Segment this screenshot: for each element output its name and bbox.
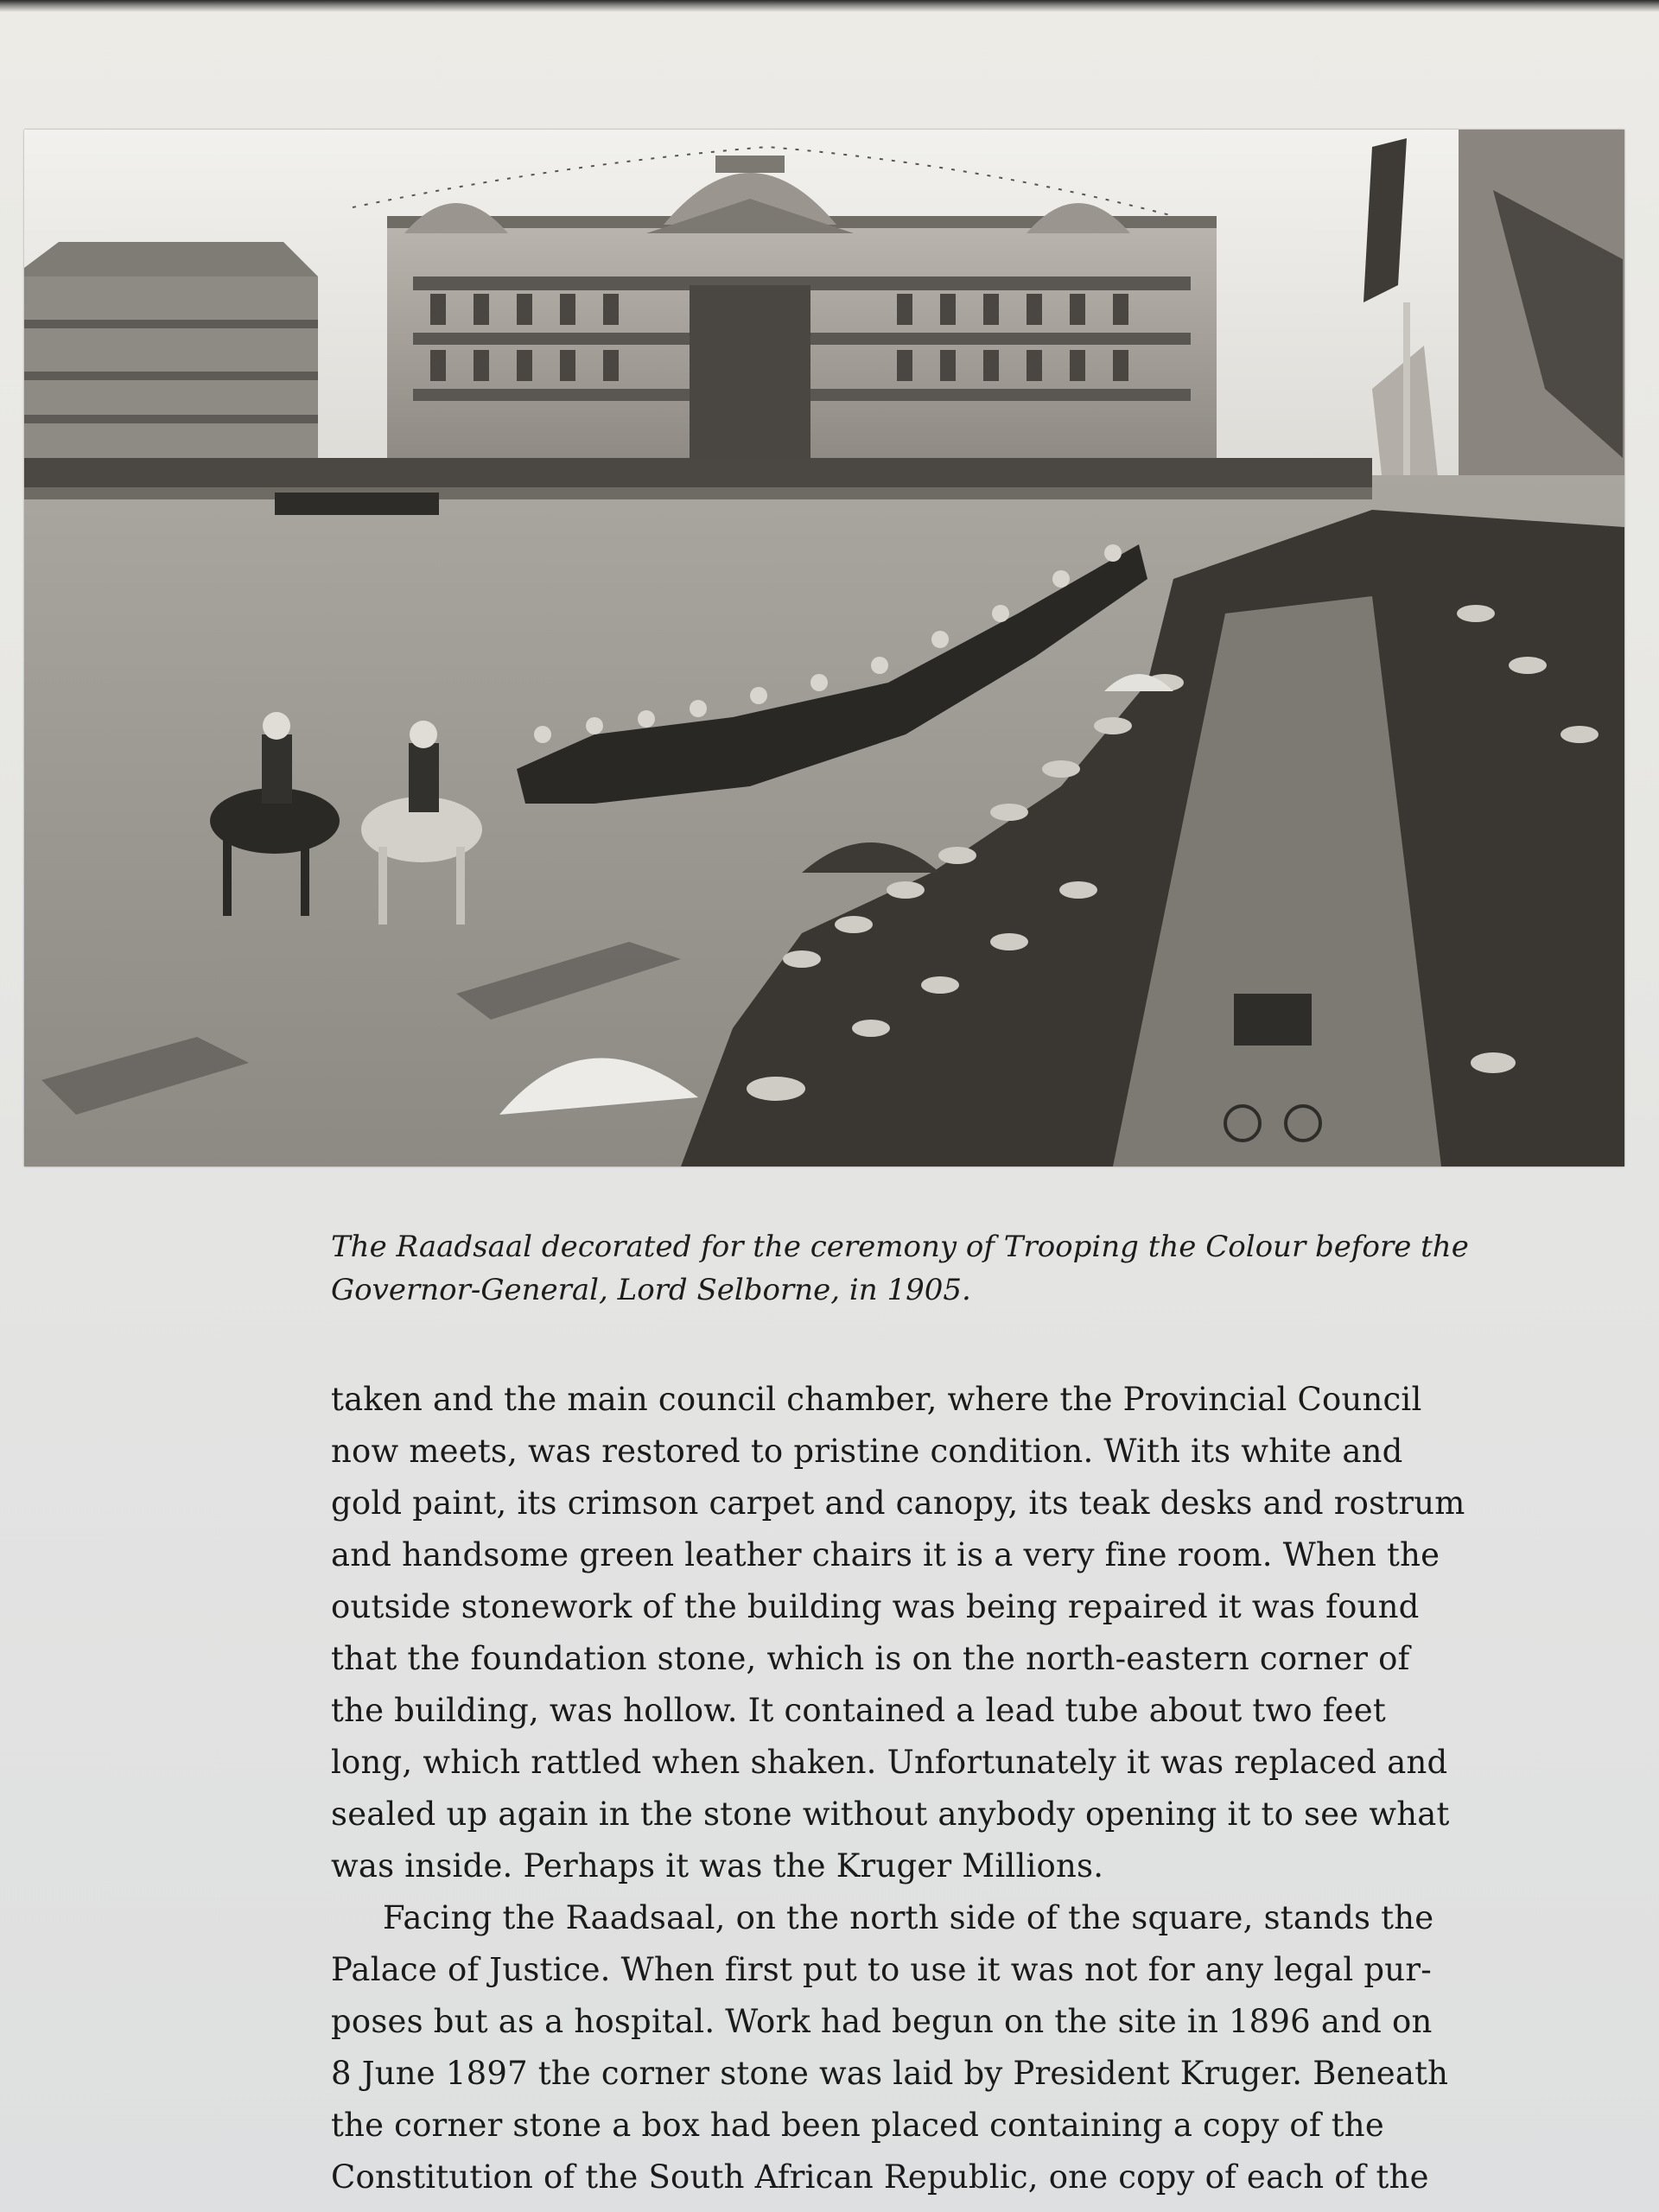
body-line: sealed up again in the stone without anybody opening it to see what xyxy=(331,1796,1450,1833)
body-paragraphs xyxy=(331,1374,1541,2203)
body-line: poses but as a hospital. Work had begun on the site in 1896 and on xyxy=(331,2003,1433,2040)
body-line: and handsome green leather chairs it is a very fine room. When the xyxy=(331,1536,1440,1573)
body-line: Palace of Justice. When first put to use it was not for any legal pur- xyxy=(331,1951,1432,1988)
body-line: gold paint, its crimson carpet and canopy, its teak desks and rostrum xyxy=(331,1484,1465,1522)
body-line: now meets, was restored to pristine condition. With its white and xyxy=(331,1433,1403,1470)
distant-troops xyxy=(275,493,439,515)
historic-photo xyxy=(24,130,1624,1166)
body-line: long, which rattled when shaken. Unfortunately it was replaced and xyxy=(331,1744,1448,1781)
photo-illustration xyxy=(24,130,1624,1166)
body-line: was inside. Perhaps it was the Kruger Millions. xyxy=(331,1847,1104,1885)
page-top-edge xyxy=(0,0,1659,12)
body-line-paragraph-start: Facing the Raadsaal, on the north side of the square, stands the xyxy=(383,1899,1434,1936)
left-building xyxy=(24,242,318,458)
body-line: taken and the main council chamber, where the Provincial Council xyxy=(331,1381,1422,1418)
body-line: outside stonework of the building was being repaired it was found xyxy=(331,1588,1420,1625)
photo-caption xyxy=(331,1225,1469,1312)
body-line: 8 June 1897 the corner stone was laid by President Kruger. Beneath xyxy=(331,2055,1449,2092)
body-line: the building, was hollow. It contained a lead tube about two feet xyxy=(331,1692,1386,1729)
body-line: that the foundation stone, which is on the north-eastern corner of xyxy=(331,1640,1410,1677)
body-line: the corner stone a box had been placed containing a copy of the xyxy=(331,2107,1384,2144)
caption-line: Governor-General, Lord Selborne, in 1905. xyxy=(331,1273,971,1307)
caption-line: The Raadsaal decorated for the ceremony of Trooping the Colour before the xyxy=(331,1230,1469,1264)
body-line: Constitution of the South African Republic, one copy of each of the xyxy=(331,2158,1429,2196)
